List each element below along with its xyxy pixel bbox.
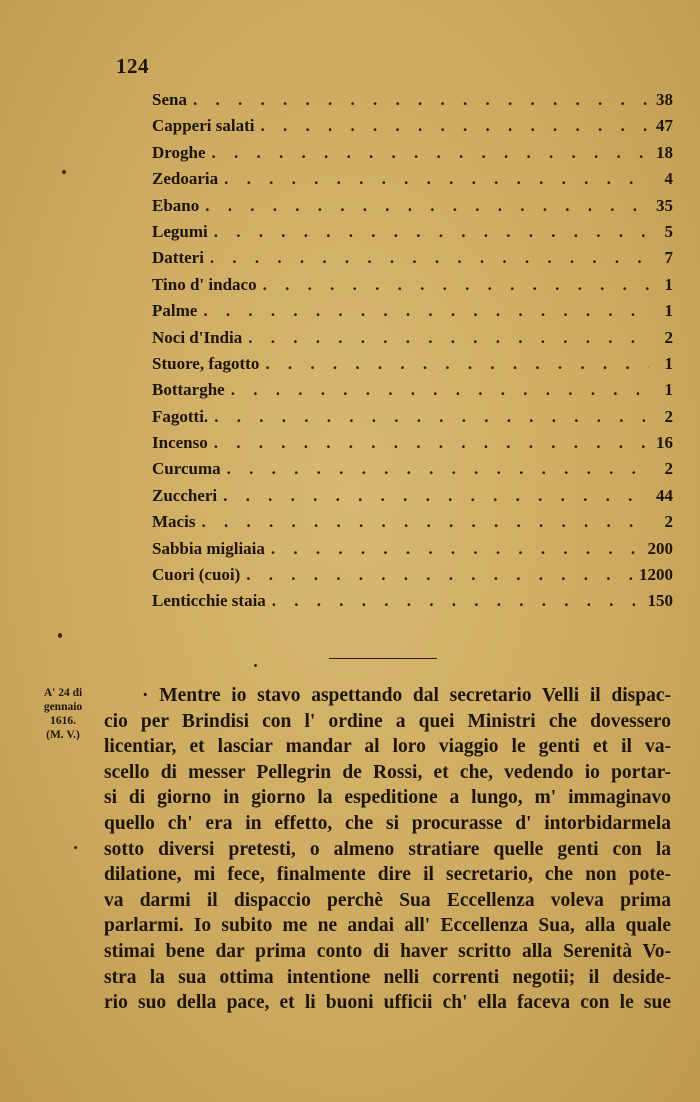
item-value: 150 bbox=[647, 591, 673, 611]
dot-leader bbox=[187, 90, 649, 110]
text-line: si di giorno in giorno la espeditione a lungo, m' immaginavo bbox=[104, 787, 671, 809]
list-item bbox=[152, 591, 673, 617]
list-item bbox=[152, 459, 673, 485]
dot-leader bbox=[254, 116, 649, 136]
item-value: 47 bbox=[656, 116, 673, 136]
list-item bbox=[152, 90, 673, 116]
item-name: Sabbia migliaia bbox=[152, 538, 265, 558]
item-name: Zuccheri bbox=[152, 485, 218, 505]
section-divider bbox=[329, 658, 437, 659]
item-value: 1200 bbox=[639, 565, 673, 585]
text-line: cio per Brindisi con l' ordine a quei Ministri che dovessero bbox=[104, 710, 671, 732]
list-item bbox=[152, 433, 673, 459]
item-name: Zedoaria bbox=[152, 169, 219, 189]
list-item bbox=[152, 275, 673, 301]
item-value: 1 bbox=[664, 353, 673, 373]
dot-leader bbox=[204, 248, 649, 268]
dot-leader bbox=[217, 486, 649, 506]
list-item bbox=[152, 380, 673, 406]
dot-leader bbox=[221, 459, 649, 479]
dot-leader bbox=[240, 565, 635, 585]
list-item bbox=[152, 196, 673, 222]
margin-note-line: gennaio bbox=[43, 701, 83, 713]
dot-leader bbox=[259, 354, 649, 374]
text-line: quello ch' era in effetto, che si procurasse d' intorbidarmela bbox=[104, 812, 671, 834]
text-line: parlarmi. Io subito me ne andai all' Eccellenza Sua, alla quale bbox=[104, 915, 671, 937]
paper-speck bbox=[254, 664, 257, 667]
list-item bbox=[152, 301, 673, 327]
list-item bbox=[152, 407, 673, 433]
item-name: Capperi salati bbox=[152, 116, 255, 136]
dot-leader bbox=[195, 512, 649, 532]
item-value: 1 bbox=[664, 301, 673, 321]
item-name: Legumi bbox=[152, 221, 208, 241]
item-value: 200 bbox=[647, 538, 673, 558]
text-line: stra la sua ottima intentione nelli correnti negotii; il deside- bbox=[104, 966, 671, 988]
item-value: 2 bbox=[664, 327, 673, 347]
dot-leader bbox=[208, 222, 649, 242]
dot-leader bbox=[197, 301, 649, 321]
item-value: 2 bbox=[664, 406, 673, 426]
dot-leader bbox=[208, 433, 649, 453]
item-name: Lenticchie staia bbox=[152, 591, 266, 611]
dot-leader bbox=[257, 275, 649, 295]
text-line: va darmi il dispaccio perchè Sua Eccellenza voleva prima bbox=[104, 889, 671, 911]
item-value: 44 bbox=[656, 485, 673, 505]
margin-note-line: (M. V.) bbox=[46, 729, 80, 741]
item-name: Sena bbox=[152, 90, 187, 109]
margin-date-note bbox=[28, 686, 98, 742]
list-item bbox=[152, 143, 673, 169]
item-name: Stuore, fagotto bbox=[152, 353, 260, 373]
item-name: Fagotti. bbox=[152, 406, 209, 426]
item-value: 5 bbox=[664, 221, 673, 241]
list-item bbox=[152, 169, 673, 195]
item-name: Datteri bbox=[152, 248, 204, 268]
list-item bbox=[152, 248, 673, 274]
body-paragraph bbox=[104, 683, 671, 1016]
dot-leader bbox=[206, 143, 649, 163]
item-value: 1 bbox=[664, 274, 673, 294]
text-line: sotto diversi pretesti, o almeno stratiare quelle genti con la bbox=[104, 838, 671, 860]
item-name: Noci d'India bbox=[152, 327, 243, 347]
text-line: stimai bene dar prima conto di haver scritto alla Serenità Vo- bbox=[104, 940, 671, 962]
goods-list bbox=[152, 90, 673, 618]
text-line: rio suo della pace, et li buoni ufficii ch' ella faceva con le sue bbox=[104, 992, 671, 1014]
text-line: licentiar, et lasciar mandar al loro viaggio le genti et il va- bbox=[104, 736, 671, 758]
list-item bbox=[152, 486, 673, 512]
list-item bbox=[152, 116, 673, 142]
margin-note-line: 1616. bbox=[50, 715, 76, 727]
item-name: Bottarghe bbox=[152, 380, 225, 400]
item-value: 35 bbox=[656, 195, 673, 215]
item-value: 18 bbox=[656, 142, 673, 162]
dot-leader bbox=[218, 169, 649, 189]
item-name: Ebano bbox=[152, 195, 200, 215]
dot-leader bbox=[225, 380, 649, 400]
item-name: Macis bbox=[152, 512, 196, 532]
item-value: 7 bbox=[664, 248, 673, 268]
item-value: 16 bbox=[656, 433, 673, 453]
item-name: Palme bbox=[152, 301, 198, 321]
item-name: Cuori (cuoi) bbox=[152, 565, 241, 585]
item-name: Incenso bbox=[152, 433, 208, 453]
margin-note-line: A' 24 di bbox=[43, 687, 83, 699]
list-item bbox=[152, 539, 673, 565]
list-item bbox=[152, 565, 673, 591]
list-item bbox=[152, 354, 673, 380]
item-name: Droghe bbox=[152, 142, 206, 162]
paper-speck bbox=[74, 846, 77, 849]
text-line: · Mentre io stavo aspettando dal secretario Velli il dispac- bbox=[142, 685, 671, 706]
list-item bbox=[152, 512, 673, 538]
paper-speck bbox=[62, 170, 66, 174]
item-value: 38 bbox=[656, 90, 673, 109]
dot-leader bbox=[265, 539, 644, 559]
item-name: Tino d' indaco bbox=[152, 274, 257, 294]
item-value: 1 bbox=[664, 380, 673, 400]
list-item bbox=[152, 222, 673, 248]
list-item bbox=[152, 328, 673, 354]
page-number: 124 bbox=[116, 54, 149, 78]
item-value: 2 bbox=[664, 512, 673, 532]
dot-leader bbox=[208, 407, 649, 427]
dot-leader bbox=[266, 591, 644, 611]
dot-leader bbox=[242, 328, 649, 348]
paper-speck bbox=[58, 633, 62, 638]
item-name: Curcuma bbox=[152, 459, 221, 479]
item-value: 2 bbox=[664, 459, 673, 479]
dot-leader bbox=[199, 196, 649, 216]
item-value: 4 bbox=[664, 169, 673, 189]
text-line: dilatione, mi fece, finalmente dire il secretario, che non pote- bbox=[104, 864, 671, 886]
text-line: scello di messer Pellegrin de Rossi, et che, vedendo io portar- bbox=[104, 761, 671, 783]
